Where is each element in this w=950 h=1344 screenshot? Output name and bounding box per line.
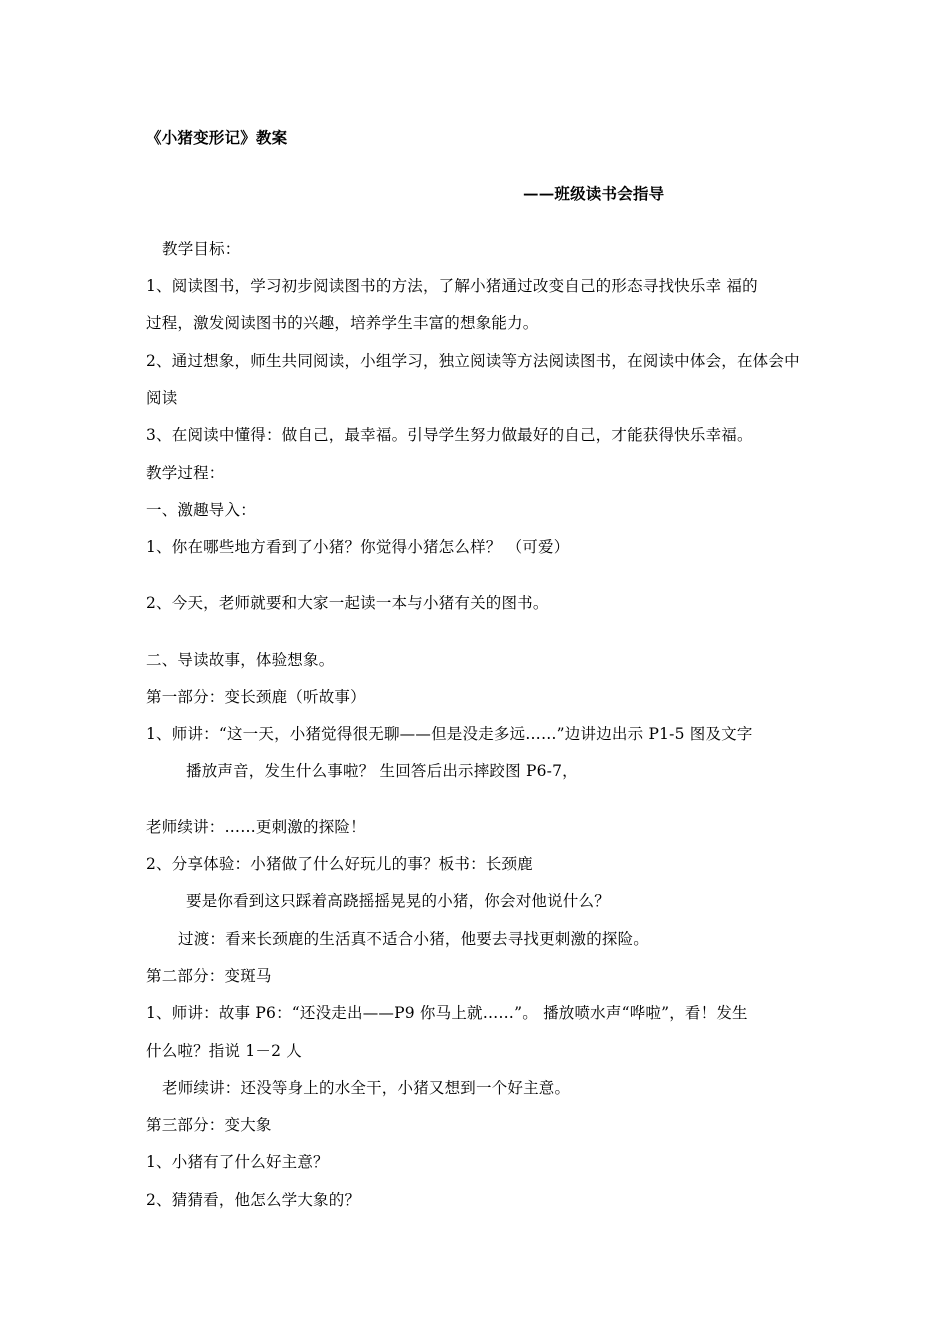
part-1-item-1-line-1: 1、师讲：“这一天，小猪觉得很无聊——但是没走多远……”边讲边出示 P1-5 图及文字 <box>146 725 753 743</box>
section-2-heading: 二、导读故事，体验想象。 <box>146 651 335 669</box>
part-2-heading: 第二部分：变斑马 <box>146 967 272 985</box>
document-subtitle: ——班级读书会指导 <box>523 184 665 203</box>
goal-2-line-1: 2、通过想象，师生共同阅读，小组学习，独立阅读等方法阅读图书，在阅读中体会，在体会中 <box>146 352 800 370</box>
part-1-heading: 第一部分：变长颈鹿（听故事） <box>146 688 366 706</box>
part-1-item-2: 2、分享体验：小猪做了什么好玩儿的事？板书：长颈鹿 <box>146 855 533 873</box>
part-3-item-1: 1、小猪有了什么好主意？ <box>146 1153 329 1171</box>
goal-2-line-2: 阅读 <box>146 389 178 407</box>
goal-1-line-2: 过程，激发阅读图书的兴趣，培养学生丰富的想象能力。 <box>146 314 539 332</box>
section-1-heading: 一、激趣导入： <box>146 501 256 519</box>
section-1-item-2: 2、今天，老师就要和大家一起读一本与小猪有关的图书。 <box>146 594 549 612</box>
part-2-item-1-line-2: 什么啦？指说 1－2 人 <box>146 1042 302 1060</box>
part-1-transition: 过渡：看来长颈鹿的生活真不适合小猪，他要去寻找更刺激的探险。 <box>178 930 650 948</box>
process-heading: 教学过程： <box>146 464 225 482</box>
part-3-heading: 第三部分：变大象 <box>146 1116 272 1134</box>
part-1-item-2-detail: 要是你看到这只踩着高跷摇摇晃晃的小猪，你会对他说什么？ <box>186 892 610 910</box>
document-title: 《小猪变形记》教案 <box>146 128 288 147</box>
goals-heading: 教学目标： <box>162 240 241 258</box>
part-3-item-2: 2、猜猜看，他怎么学大象的？ <box>146 1191 361 1209</box>
part-2-continuation: 老师续讲：还没等身上的水全干，小猪又想到一个好主意。 <box>162 1079 571 1097</box>
part-1-continuation: 老师续讲：……更刺激的探险！ <box>146 818 366 836</box>
part-1-item-1-line-2: 播放声音，发生什么事啦？ 生回答后出示摔跤图 P6-7， <box>186 762 578 780</box>
section-1-item-1: 1、你在哪些地方看到了小猪？你觉得小猪怎么样？ （可爱） <box>146 538 570 556</box>
goal-1-line-1: 1、阅读图书，学习初步阅读图书的方法，了解小猪通过改变自己的形态寻找快乐幸 福的 <box>146 277 758 295</box>
part-2-item-1-line-1: 1、师讲：故事 P6：“还没走出——P9 你马上就……”。 播放喷水声“哗啦”，看！发生 <box>146 1004 748 1022</box>
goal-3: 3、在阅读中懂得：做自己，最幸福。引导学生努力做最好的自己，才能获得快乐幸福。 <box>146 426 753 444</box>
